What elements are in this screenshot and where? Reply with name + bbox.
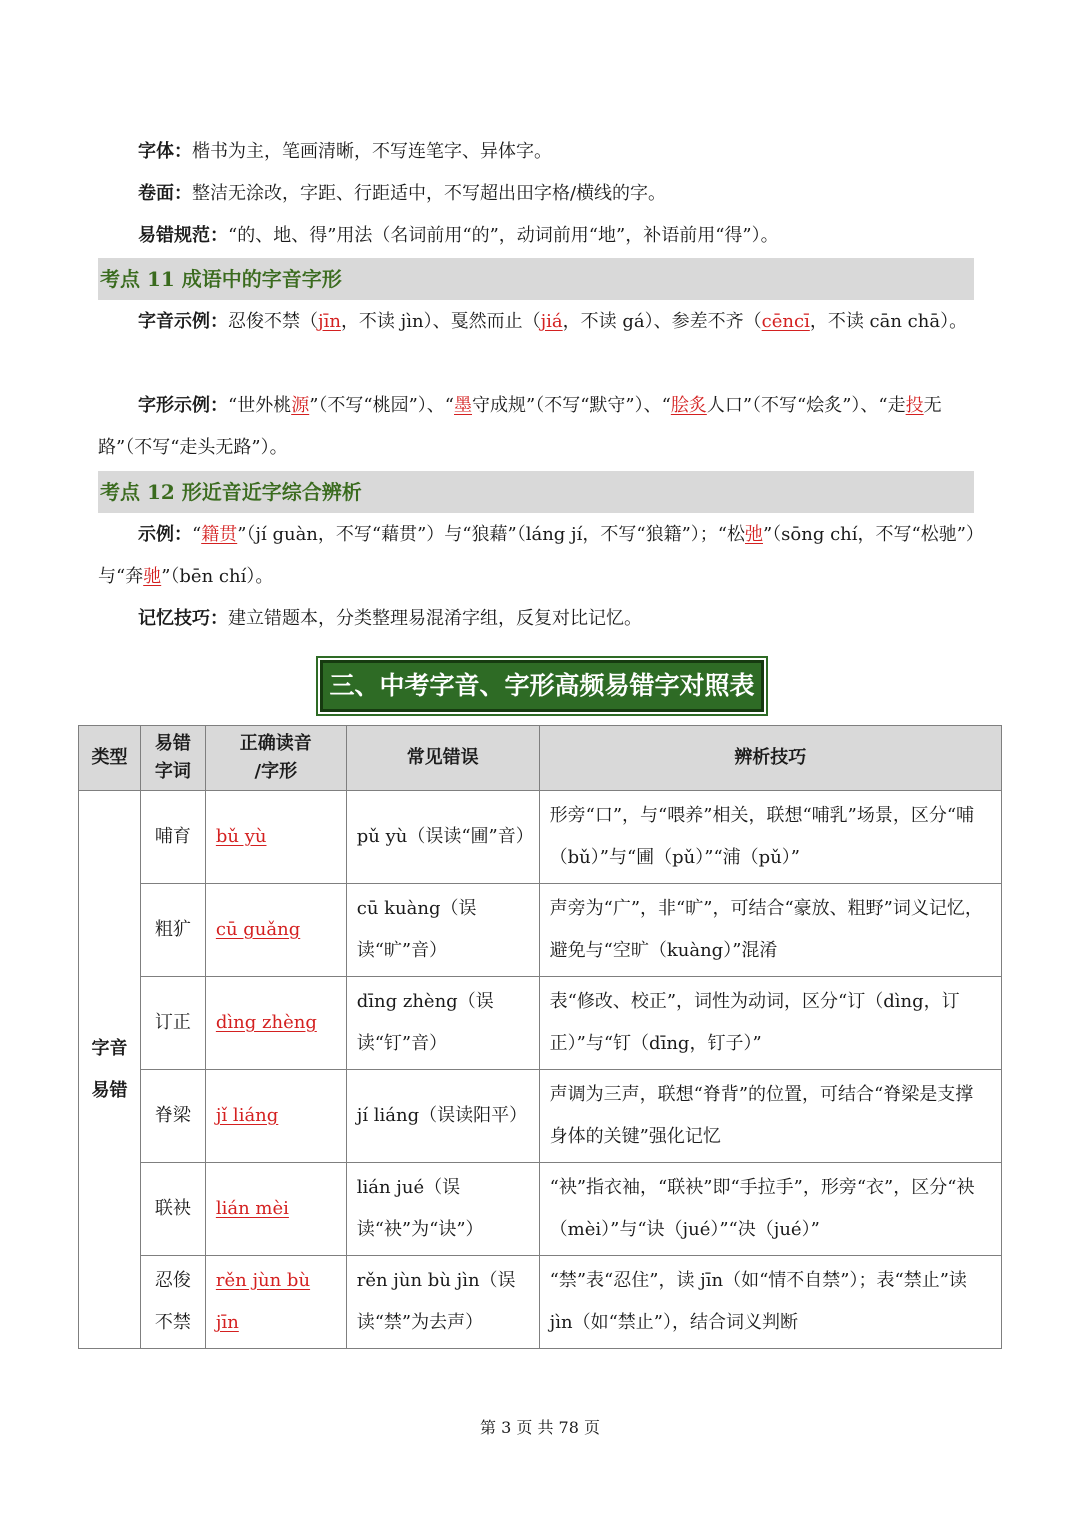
highlight: 墨: [454, 395, 473, 416]
paper-rule: [98, 173, 983, 215]
text-run: “世外桃: [228, 395, 292, 416]
word-cell: 联袂: [140, 1163, 205, 1256]
table-row: [79, 977, 1002, 1070]
header-tip: 辨析技巧: [539, 726, 1001, 791]
word-cell: 订正: [140, 977, 205, 1070]
font-rule: [98, 131, 983, 173]
word-cell: 粗犷: [140, 884, 205, 977]
pronunciation-label: 字音示例：: [138, 311, 228, 332]
correct-cell: [205, 977, 346, 1070]
word-cell: 忍俊不禁: [140, 1256, 205, 1349]
table-row: [79, 1163, 1002, 1256]
correct-reading: dìng zhèng: [215, 1012, 317, 1033]
tip-cell: “袂”指衣袖，“联袂”即“手拉手”，形旁“衣”，区分“袂（mèi）”与“诀（jué）”“决（jué）”: [539, 1163, 1001, 1256]
correct-cell: [205, 884, 346, 977]
page-footer: 第 3 页 共 78 页: [480, 1418, 600, 1437]
text-run: ”（jí guàn，不写“藉贯”）与“狼藉”（láng jí，不写“狼籍”）；“松: [237, 524, 745, 545]
table-header-row: [79, 726, 1002, 791]
error-cell: cū kuàng（误读“旷”音）: [346, 884, 539, 977]
header-type: 类型: [79, 726, 141, 791]
type-cell: [79, 791, 141, 1349]
section-heading-12: 考点 12 形近音近字综合辨析: [98, 471, 974, 513]
highlight: 驰: [143, 566, 162, 587]
header-correct-line2: /字形: [254, 761, 298, 782]
tip-cell: 声旁为“广”，非“旷”，可结合“豪放、粗野”词义记忆，避免与“空旷（kuàng）”混淆: [539, 884, 1001, 977]
highlight: 投: [905, 395, 924, 416]
header-correct-line1: 正确读音: [239, 733, 312, 754]
highlight: 弛: [744, 524, 763, 545]
paper-rule-label: 卷面：: [138, 183, 192, 204]
text-run: ，不读 gá）、参差不齐（: [562, 311, 762, 332]
font-rule-text: 楷书为主，笔画清晰，不写连笔字、异体字。: [192, 141, 552, 162]
table-row: [79, 1070, 1002, 1163]
error-cell: pǔ yù（误读“圃”音）: [346, 791, 539, 884]
error-cell: jí liáng（误读阳平）: [346, 1070, 539, 1163]
table-row: [79, 791, 1002, 884]
header-word-line1: 易错: [154, 733, 191, 754]
highlight: cēncī: [761, 311, 810, 332]
highlight: 源: [291, 395, 310, 416]
table-row: [79, 884, 1002, 977]
text-run: ，不读 cān chā）。: [809, 311, 968, 332]
error-cell: rěn jùn bù jìn（误读“禁”为去声）: [346, 1256, 539, 1349]
correct-cell: [205, 1163, 346, 1256]
memory-tip-text: 建立错题本，分类整理易混淆字组，反复对比记忆。: [228, 608, 642, 629]
header-word: [140, 726, 205, 791]
error-cell: dīng zhèng（误读“钉”音）: [346, 977, 539, 1070]
correct-reading: lián mèi: [215, 1198, 289, 1219]
tip-cell: “禁”表“忍住”，读 jīn（如“情不自禁”）；表“禁止”读 jìn（如“禁止”），结合词义判断: [539, 1256, 1001, 1349]
highlight: jiá: [540, 311, 563, 332]
examples-label: 示例：: [138, 524, 192, 545]
header-error: 常见错误: [346, 726, 539, 791]
form-examples: [98, 385, 983, 469]
type-line1: 字音: [91, 1037, 128, 1059]
text-run: ”（不写“桃园”）、“: [309, 395, 455, 416]
correct-reading: jǐ liáng: [215, 1105, 279, 1126]
tip-cell: 声调为三声，联想“脊背”的位置，可结合“脊梁是支撑身体的关键”强化记忆: [539, 1070, 1001, 1163]
type-line2: 易错: [91, 1079, 128, 1101]
header-correct: [205, 726, 346, 791]
highlight: jīn: [318, 311, 341, 332]
text-run: 守成规”（不写“默守”）、“: [472, 395, 671, 416]
usage-rule-label: 易错规范：: [138, 225, 228, 246]
text-run: 人口”（不写“烩炙”）、“走: [706, 395, 906, 416]
error-character-table: [78, 725, 1002, 1349]
correct-cell: [205, 1070, 346, 1163]
error-cell: lián jué（误读“袂”为“诀”）: [346, 1163, 539, 1256]
tip-cell: 形旁“口”，与“喂养”相关，联想“哺乳”场景，区分“哺（bǔ）”与“圃（pǔ）”“浦（pǔ）”: [539, 791, 1001, 884]
highlight: 籍贯: [201, 524, 238, 545]
text-run: ”（bēn chí）。: [161, 566, 274, 587]
highlight: 脍炙: [670, 395, 707, 416]
table-row: [79, 1256, 1002, 1349]
text-run: 忍俊不禁（: [228, 311, 318, 332]
text-run: ”（sōng chí，不写“松驰”）与“奔: [98, 524, 975, 587]
usage-rule: [98, 215, 983, 257]
text-run: 无路”（不写“走头无路”）。: [98, 395, 942, 458]
correct-cell: [205, 791, 346, 884]
memory-tip: [98, 598, 983, 640]
correct-cell: [205, 1256, 346, 1349]
paper-rule-text: 整洁无涂改，字距、行距适中，不写超出田字格/横线的字。: [192, 183, 667, 204]
form-label: 字形示例：: [138, 395, 228, 416]
word-cell: 哺育: [140, 791, 205, 884]
usage-rule-text: “的、地、得”用法（名词前用“的”，动词前用“地”，补语前用“得”）。: [228, 225, 779, 246]
correct-reading: rěn jùn bù jīn: [215, 1270, 311, 1333]
memory-tip-label: 记忆技巧：: [138, 608, 228, 629]
text-run: “: [192, 524, 202, 545]
font-rule-label: 字体：: [138, 141, 192, 162]
header-word-line2: 字词: [154, 761, 191, 782]
word-cell: 脊梁: [140, 1070, 205, 1163]
correct-reading: bǔ yù: [215, 826, 267, 847]
table-banner-title: 三、中考字音、字形高频易错字对照表: [320, 660, 764, 712]
text-run: ，不读 jìn）、戛然而止（: [340, 311, 541, 332]
tip-cell: 表“修改、校正”，词性为动词，区分“订（dìng，订正）”与“钉（dīng，钉子）”: [539, 977, 1001, 1070]
section-heading-11: 考点 11 成语中的字音字形: [98, 258, 974, 300]
correct-reading: cū guǎng: [215, 919, 301, 940]
comparison-examples: [98, 514, 983, 598]
pronunciation-examples: [98, 301, 983, 343]
